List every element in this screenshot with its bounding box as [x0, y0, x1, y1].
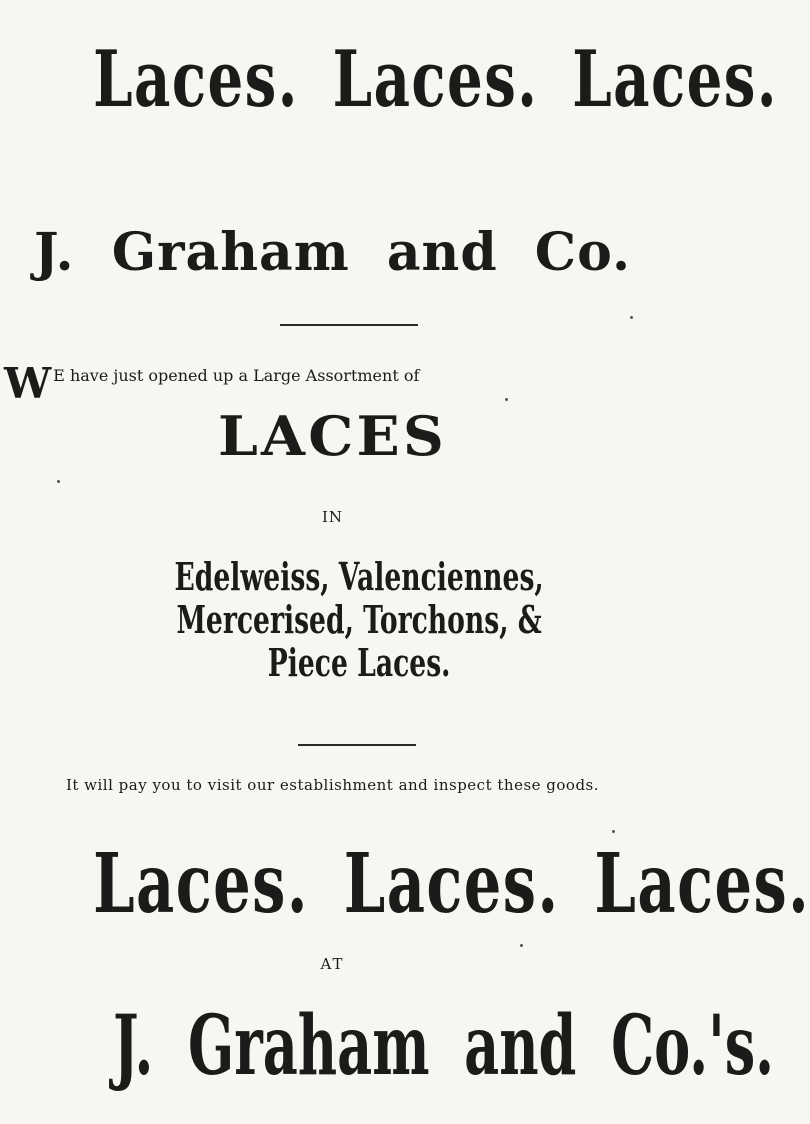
headline-top: Laces. Laces. Laces.: [93, 34, 778, 125]
laces-title: LACES: [218, 404, 447, 468]
visit-line: It will pay you to visit our establishment and inspect these goods.: [65, 776, 600, 794]
divider-rule-bottom: [298, 744, 416, 746]
print-speck: [612, 830, 615, 833]
firm-name: J. Graham and Co.: [33, 222, 632, 283]
headline-bottom: Laces. Laces. Laces.: [93, 836, 810, 932]
drop-cap: W: [4, 359, 52, 408]
firm-name-possessive: J. Graham and Co.'s.: [113, 998, 775, 1094]
print-speck: [520, 944, 523, 947]
at-word: AT: [320, 955, 345, 973]
print-speck: [505, 398, 508, 401]
divider-rule-top: [280, 324, 418, 326]
print-speck: [630, 316, 633, 319]
intro-text: E have just opened up a Large Assortment of: [53, 366, 420, 385]
intro-line: [4, 359, 420, 408]
lace-kinds: [107, 555, 611, 684]
lace-kinds-line-3: Piece Laces.: [267, 640, 451, 685]
print-speck: [57, 480, 60, 483]
lace-kinds-line-2: Mercerised, Torchons, &: [176, 597, 542, 642]
lace-kinds-line-1: Edelweiss, Valenciennes,: [174, 554, 544, 599]
in-word: IN: [321, 508, 344, 526]
